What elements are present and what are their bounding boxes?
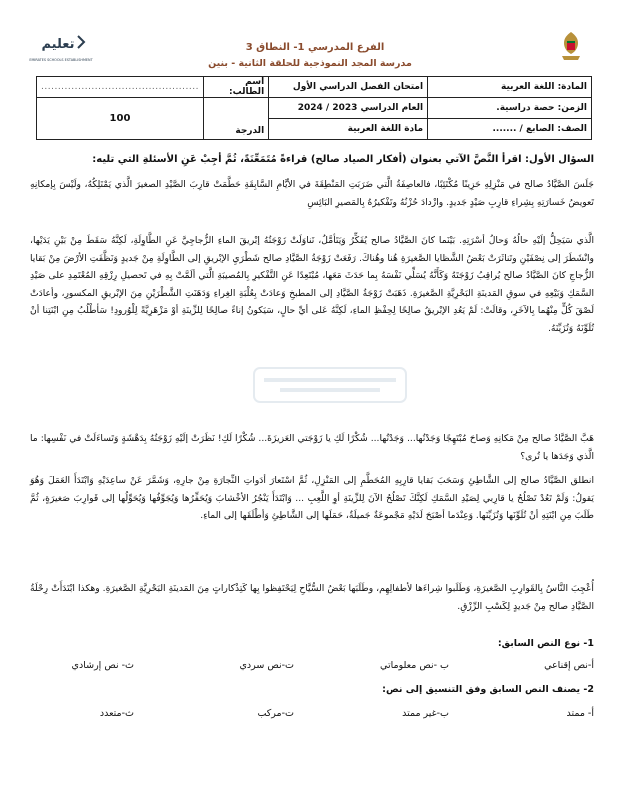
logo-text: تعليم	[41, 37, 75, 52]
score-value-cell: 100	[37, 98, 204, 140]
sub-question-1-options	[30, 660, 594, 676]
year-cell: العام الدراسي 2023 / 2024	[269, 98, 428, 119]
exam-cell: امتحان الفصل الدراسي الأول	[269, 77, 428, 98]
watermark-logo-icon	[250, 360, 410, 410]
passage-paragraph-2: الَّذي سَيَحِلُّ إلَيْهِ حالُهُ وَحالُ أسْرَتِهِ. بَيْنَما كانَ الصَّيَّادُ صالح يُفَكِّرُ وَيَتَأمَّلُ، تَناوَلَتْ زَوْجَتُهُ إبْريقَ الماءِ الزُّجاجِيَّ عَنِ الطَّاوِلَةِ، لَكِنَّهُ سَقَطَ مِنْ بَيْنِ يَدَيْها، وانْشَطَرَ إلى نِصْفَيْنِ وتَناثَرَتْ بَعْضُ الشَّظايا الصَّغيرَةِ هُنا وهُناكَ. رَفَعَتْ زَوْجَةُ الصَّيَّادِ صالح شَطْرَيِ الإبْريقِ إلى الطَّاوِلَةِ مِنْ جَديدٍ وَنَظَّفَتِ الأرْضَ مِنْ بَقايا الزُّجاجِ كانَ الصَّيَّادُ صالح يُراقِبُ زَوْجَتَهُ وَكَأَنَّهُ يُسَلِّي نَفْسَهُ بِما حَدَثَ مَعَها، مُبْتَعِدًا عَنِ التَّفْكيرِ بِالمُصيبَةِ الَّتي ألَمَّتْ بِهِ في تَحصيلِ رِزْقِهِ المُعْتَمِدِ على صَيْدِ السَّمَكِ وَبَيْعِهِ في سوقِ المَدينَةِ البَحْرِيَّةِ الصَّغيرَةِ. ذَهَبَتْ زَوْجَةُ الصَّيَّادِ إلى المطبخِ وَعادَتْ بِعُلْبَةِ الغِراءِ وَدَهَنَتِ الشَّطْرَيْنِ مِنَ الإبْريقِ المكسورِ، وأعادَتْ لَصْقَ كُلٍّ مِنْهُما بِالآخَرِ، وقالَتْ: لَمْ يَعُدِ الإبْريقُ صالِحًا لِحِفْظِ الماءِ، لَكِنَّهُ عَلى أيِّ حالٍ، سَيَكونُ إناءً صالِحًا لِلزِّينَةِ أوْ مَزْهَرِيَّةً لِلْوُرودِ! سَأطْلُبُ مِنِ ابْنَتِنا أنْ تُلَوِّنَهُ وَتُزَيِّنَهُ.	[30, 235, 594, 334]
ese-logo-icon	[26, 32, 96, 66]
option-c[interactable]: ت-مركب	[257, 708, 294, 719]
passage-paragraph-3: هَبَّ الصَّيَّادُ صالح مِنْ مَكانِهِ وَصاحَ مُبْتَهِجًا وَجَدْتُها... وَجَدْتُها... شُكْرًا لَكِ يا زَوْجَتي العَزيزَةَ... شُكْرًا لَكِ! نَظَرَتْ إلَيْهِ زَوْجَتُهُ بِدَهْشَةٍ وَتَساءَلَتْ في نَفْسِها: ما الَّذي وَجَدَها يا تُرى؟	[30, 433, 594, 462]
student-name-dots: ...............................................	[41, 82, 199, 92]
passage-paragraph-4: انطلق الصَّيَّادُ صالح إلى الشَّاطِئِ وَسَحَبَ بَقايا قارِبِهِ المُحَطَّمِ إلى المَنْزِلِ، ثُمَّ اسْتَعارَ أدَواتِ النِّجارَةِ مِنْ جارِهِ، وَشَمَّرَ عَنْ ساعِدَيْهِ وَابْتَدَأَ العَمَلَ وَهُوَ يَقولُ: وَلَمْ تَعُدْ تَصْلُحُ يا قارِبي لِصَيْدِ السَّمَكِ لَكِنَّكَ تَصْلُحُ الآنَ لِلزِّينَةِ أوِ اللَّعِبِ ... وَابْتَدَأَ يَنْجُرُ الأخْشابَ وَيُحَفِّرُها وَيُجَوِّفُها وَيُحَوِّلُها إلى قَوارِبَ صَغيرَةٍ، ثُمَّ طَلَبَ مِنِ ابْنَتِهِ أنْ تُلَوِّنَها وَتُزَيِّنَها. وَعِنْدَما أصْبَحَ لَدَيْهِ مَجْموعَةٌ جَميلَةٌ، حَمَلَها إلى الشَّاطِئِ وَأطْلَقَها إلى الماءِ.	[30, 475, 594, 521]
option-b[interactable]: ب -نص معلوماتي	[380, 660, 449, 671]
question-one-title: السؤال الأول: اقرأ النَّصَّ الآتي بعنوان (أفكار الصياد صالح) قراءةً مُتَمَعِّنَةً، ثُمَّ أجِبْ عَنِ الأسئلةِ التي تليه:	[92, 154, 594, 165]
grade-cell: الصف: الصابع / .......	[428, 119, 592, 140]
student-name-label: اسم الطالب:	[203, 77, 268, 98]
sub-question-1: 1- نوع النص السابق:	[497, 638, 594, 649]
option-a[interactable]: أ-نص إقناعي	[544, 660, 594, 671]
table-row	[37, 98, 592, 119]
option-d[interactable]: ث- نص إرشادي	[71, 660, 134, 671]
option-a[interactable]: أ- ممتد	[566, 708, 594, 719]
student-name-field[interactable]	[37, 77, 204, 98]
option-b[interactable]: ب-غير ممتد	[402, 708, 449, 719]
uae-emblem-icon	[558, 30, 584, 62]
sub-question-2: 2- يصنف النص السابق وفق التنسيق إلى نص:	[382, 684, 594, 695]
subject-cell: المادة: اللغة العربية	[428, 77, 592, 98]
exam-info-table	[36, 76, 592, 140]
option-c[interactable]: ت-نص سردي	[239, 660, 294, 671]
passage-paragraph-5: أُعْجِبَ النَّاسُ بِالقَوارِبِ الصَّغيرَةِ، وَطَلَبوا شِراءَها لأطفالِهِم، وطَلَبَها بَعْضُ السُّيَّاحِ لِيَحْتَفِظوا بِها كَتِذْكاراتٍ مِنَ المَدينَةِ البَحْرِيَّةِ الصَّغيرَةِ. وهكذا ابْتَدَأَتْ رِحْلَةُ الصَّيَّادِ صالح مِنْ جَديدٍ لِكَسْبِ الرِّزْقِ.	[30, 583, 594, 612]
course-cell: مادة اللغة العربية	[269, 119, 428, 140]
time-cell: الزمن: حصة دراسية.	[428, 98, 592, 119]
score-label-cell: الدرجة	[203, 98, 268, 140]
passage-paragraph-1: جَلَسَ الصَّيَّادُ صالح في مَنْزِلِهِ حَزِينًا مُكْتَئِبًا، فالعاصِفَةُ الَّتي ضَرَبَتِ المَنْطِقَةَ في الأيَّامِ السَّابِقَةِ حَطَّمَتْ قارِبَ الصَّيْدِ الصغيرَ الَّذي يَمْتَلِكُهُ، ولَيْسَ بِإمكانِهِ تَعويضُ خَسارَتِهِ بِشِراءِ قارِبِ صَيْدٍ جَديدٍ. وازْدادَ حُزْنُهُ وتَفْكيرُهُ بِالمَصيرِ البَائِسِ	[30, 179, 594, 208]
school-branch: الفرع المدرسي 1- النطاق 3	[245, 42, 385, 53]
table-row	[37, 77, 592, 98]
logo-subtext: EMIRATES SCHOOLS ESTABLISHMENT	[29, 58, 93, 62]
option-d[interactable]: ث-متعدد	[99, 708, 134, 719]
sub-question-2-options	[30, 708, 594, 724]
school-name: مدرسة المجد النموذجية للحلقة الثانية - بنين	[208, 58, 412, 69]
